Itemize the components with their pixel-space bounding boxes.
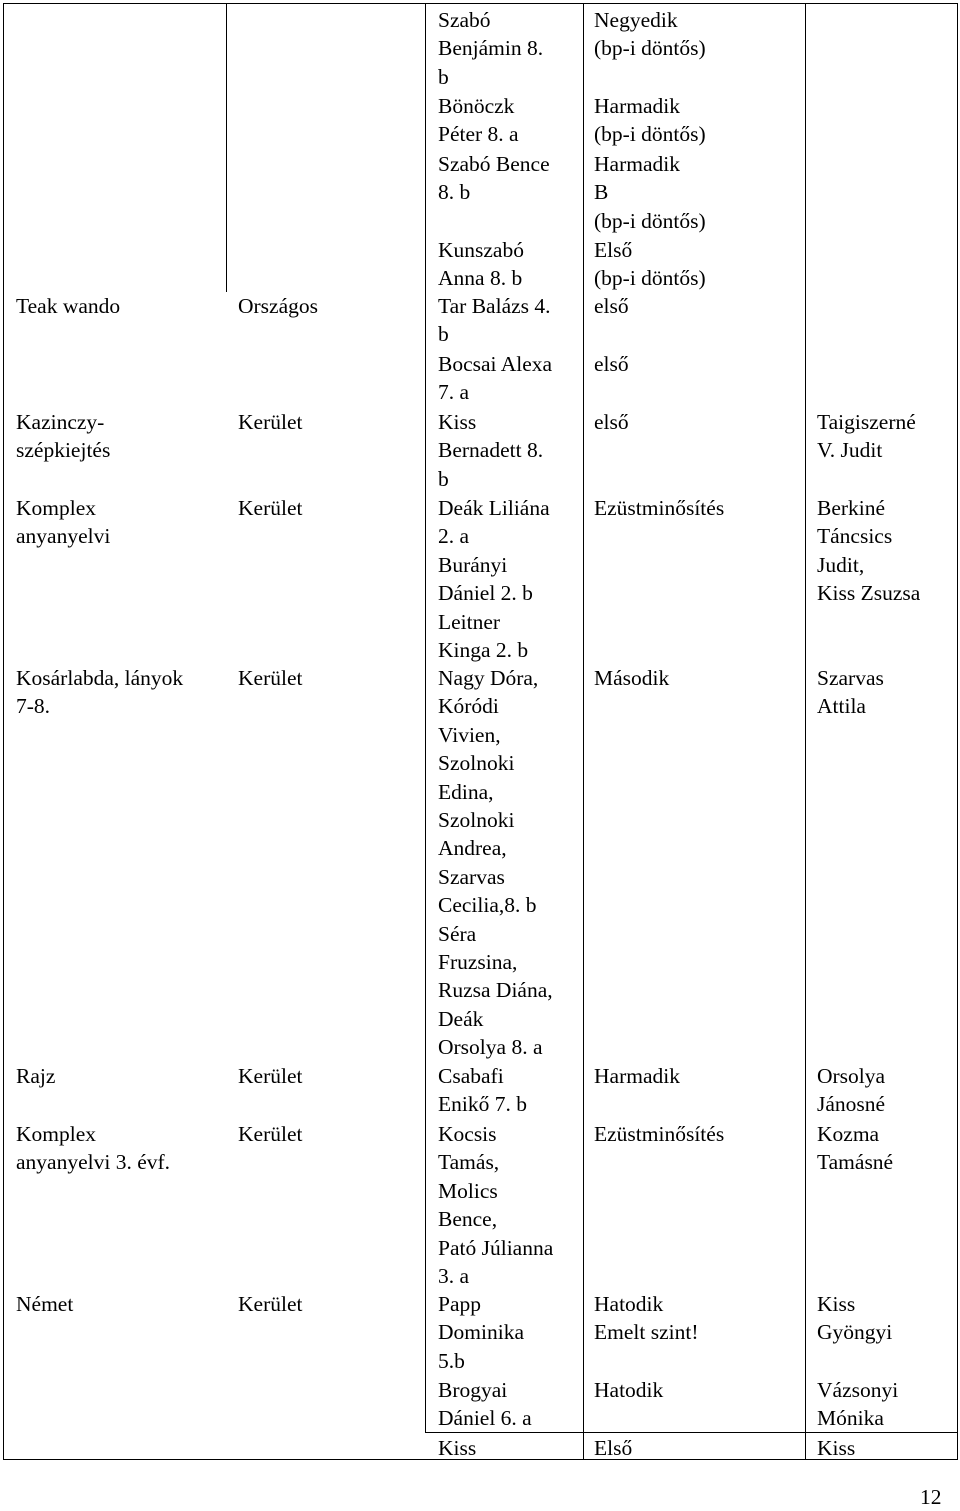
students-cell: b [438, 322, 449, 347]
students-cell: Cecilia,8. b [438, 893, 537, 918]
students-cell: Szabó [438, 8, 491, 32]
result-cell: Harmadik [594, 152, 680, 176]
result-cell: Negyedik [594, 8, 678, 32]
students-cell: Papp [438, 1292, 481, 1316]
competition-cell: 7-8. [16, 694, 51, 719]
students-cell: b [438, 466, 449, 491]
teacher-cell: Kiss Zsuzsa [817, 581, 921, 606]
teacher-cell: Tamásné [817, 1150, 894, 1175]
students-cell: 3. a [438, 1264, 470, 1288]
students-cell: Dániel 2. b [438, 581, 533, 606]
result-cell: Első [594, 238, 633, 262]
result-cell: Második [594, 666, 670, 690]
teacher-cell: Mónika [817, 1406, 884, 1431]
students-cell: Szolnoki [438, 751, 515, 776]
students-cell: Bence, [438, 1207, 498, 1232]
students-cell: Dániel 6. a [438, 1406, 532, 1431]
result-cell: (bp-i döntős) [594, 266, 706, 291]
result-cell: (bp-i döntős) [594, 208, 706, 233]
level-cell: Országos [238, 294, 319, 318]
level-cell: Kerület [238, 1064, 303, 1088]
students-cell: Kinga 2. b [438, 638, 529, 662]
teacher-cell: Szarvas [817, 666, 884, 690]
column-divider [583, 3, 584, 1460]
result-cell: Harmadik [594, 1064, 680, 1088]
students-cell: 8. b [438, 180, 471, 205]
teacher-cell: Attila [817, 694, 866, 719]
students-cell: Séra [438, 921, 477, 946]
students-cell: Pató Júlianna [438, 1235, 554, 1260]
students-cell: Molics [438, 1178, 498, 1203]
students-cell: Bönöczk [438, 94, 515, 118]
teacher-cell: V. Judit [817, 438, 883, 463]
teacher-cell: Jánosné [817, 1092, 886, 1117]
students-cell: Enikő 7. b [438, 1092, 527, 1117]
students-cell: Kóródi [438, 694, 499, 719]
teacher-cell: Orsolya [817, 1064, 886, 1088]
students-cell: Kiss [438, 410, 477, 434]
teacher-cell: Judit, [817, 552, 865, 577]
result-cell: első [594, 352, 629, 376]
students-cell: Bernadett 8. [438, 438, 544, 463]
result-cell: Első [594, 1436, 633, 1460]
students-cell: Szabó Bence [438, 152, 550, 176]
students-cell: 2. a [438, 524, 470, 549]
column-divider [805, 3, 806, 1460]
result-cell: (bp-i döntős) [594, 122, 706, 147]
students-cell: Deák [438, 1006, 484, 1031]
page-number: 12 [920, 1485, 942, 1509]
competition-cell: Kazinczy- [16, 410, 105, 434]
result-cell: első [594, 294, 629, 318]
teacher-cell: Kiss [817, 1292, 856, 1316]
students-cell: Szarvas [438, 864, 505, 889]
students-cell: b [438, 64, 449, 89]
students-cell: Kocsis [438, 1122, 497, 1146]
result-cell: Hatodik [594, 1292, 664, 1316]
result-cell: Ezüstminősítés [594, 496, 725, 520]
level-cell: Kerület [238, 666, 303, 690]
teacher-cell: Kiss [817, 1436, 856, 1460]
competition-cell: Komplex [16, 496, 97, 520]
competition-cell: Komplex [16, 1122, 97, 1146]
teacher-cell: Kozma [817, 1122, 880, 1146]
competition-cell: Német [16, 1292, 74, 1316]
competition-cell: Rajz [16, 1064, 56, 1088]
students-cell: Edina, [438, 779, 494, 804]
students-cell: Kunszabó [438, 238, 524, 262]
students-cell: Kiss [438, 1436, 477, 1460]
students-cell: Bocsai Alexa [438, 352, 553, 376]
students-cell: Deák Liliána [438, 496, 550, 520]
result-cell: Emelt szint! [594, 1320, 699, 1345]
result-cell: Ezüstminősítés [594, 1122, 725, 1146]
level-cell: Kerület [238, 1292, 303, 1316]
students-cell: Ruzsa Diána, [438, 978, 553, 1003]
students-cell: Péter 8. a [438, 122, 519, 147]
students-cell: Nagy Dóra, [438, 666, 539, 690]
level-cell: Kerület [238, 410, 303, 434]
column-divider [226, 3, 227, 292]
students-cell: Tamás, [438, 1150, 500, 1175]
students-cell: Dominika [438, 1320, 524, 1345]
students-cell: Anna 8. b [438, 266, 523, 291]
teacher-cell: Berkiné [817, 496, 886, 520]
students-cell: Orsolya 8. a [438, 1035, 543, 1060]
students-cell: Tar Balázs 4. [438, 294, 551, 318]
students-cell: 5.b [438, 1348, 465, 1373]
result-cell: B [594, 180, 609, 205]
level-cell: Kerület [238, 1122, 303, 1146]
students-cell: Fruzsina, [438, 950, 518, 974]
students-cell: Andrea, [438, 836, 507, 861]
result-cell: első [594, 410, 629, 434]
result-cell: (bp-i döntős) [594, 36, 706, 61]
teacher-cell: Vázsonyi [817, 1378, 899, 1402]
competition-cell: Teak wando [16, 294, 121, 318]
teacher-cell: Táncsics [817, 524, 893, 549]
level-cell: Kerület [238, 496, 303, 520]
students-cell: Csabafi [438, 1064, 504, 1088]
competition-cell: anyanyelvi [16, 524, 111, 549]
result-cell: Harmadik [594, 94, 680, 118]
teacher-cell: Taigiszerné [817, 410, 916, 434]
result-cell: Hatodik [594, 1378, 664, 1402]
teacher-cell: Gyöngyi [817, 1320, 893, 1345]
students-cell: Vivien, [438, 722, 501, 747]
students-cell: Benjámin 8. [438, 36, 544, 61]
students-cell: Burányi [438, 552, 508, 577]
students-cell: Brogyai [438, 1378, 508, 1402]
competition-cell: Kosárlabda, lányok [16, 666, 184, 690]
students-cell: Szolnoki [438, 808, 515, 832]
students-cell: 7. a [438, 380, 470, 405]
students-cell: Leitner [438, 609, 501, 634]
competition-cell: szépkiejtés [16, 438, 111, 463]
column-divider [425, 3, 426, 1432]
competition-cell: anyanyelvi 3. évf. [16, 1150, 171, 1175]
